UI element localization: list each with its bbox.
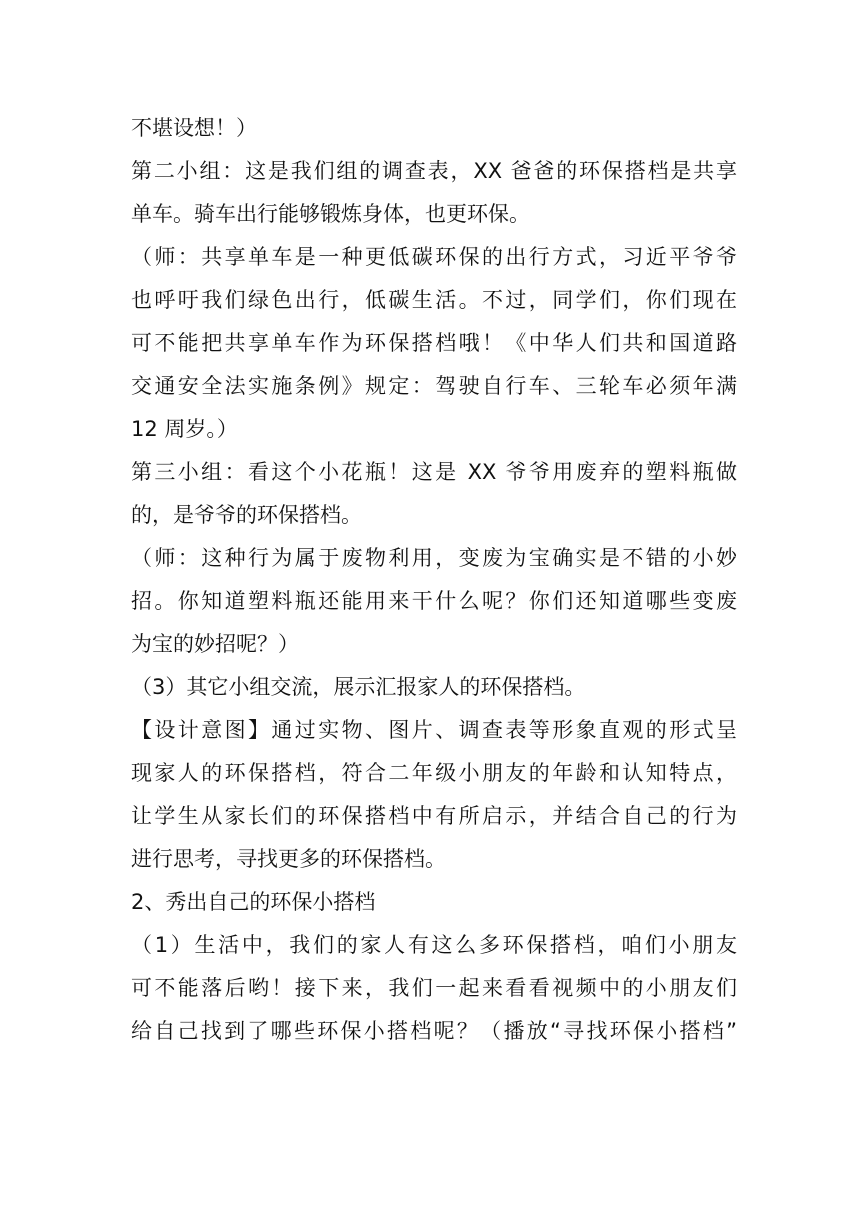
text-line: 【设计意图】通过实物、图片、调查表等形象直观的形式呈 [131, 718, 737, 742]
text-line: 交通安全法实施条例》规定：驾驶自行车、三轮车必须年满 [131, 374, 737, 398]
text-line: （3）其它小组交流，展示汇报家人的环保搭档。 [131, 675, 586, 699]
text-line: 可不能把共享单车作为环保搭档哦！《中华人们共和国道路 [131, 331, 737, 355]
text-line: 让学生从家长们的环保搭档中有所启示，并结合自己的行为 [131, 804, 737, 828]
text-line: 进行思考，寻找更多的环保搭档。 [131, 847, 446, 871]
text-line: （师：共享单车是一种更低碳环保的出行方式，习近平爷爷 [131, 245, 737, 269]
text-line: （师：这种行为属于废物利用，变废为宝确实是不错的小妙 [131, 546, 737, 570]
text-line: 也呼吁我们绿色出行，低碳生活。不过，同学们，你们现在 [131, 288, 737, 312]
text-line: 不堪设想！） [131, 116, 257, 140]
text-line: 可不能落后哟！接下来，我们一起来看看视频中的小朋友们 [131, 976, 737, 1000]
text-line: 的，是爷爷的环保搭档。 [131, 503, 362, 527]
text-line: （1）生活中，我们的家人有这么多环保搭档，咱们小朋友 [131, 933, 737, 957]
text-line: 给自己找到了哪些环保小搭档呢？（播放“寻找环保小搭档” [131, 1019, 737, 1043]
text-line: 第二小组：这是我们组的调查表，XX 爸爸的环保搭档是共享 [131, 159, 737, 183]
text-line: 为宝的妙招呢？） [131, 632, 299, 656]
text-line: 招。你知道塑料瓶还能用来干什么呢？你们还知道哪些变废 [131, 589, 737, 613]
text-line: 第三小组：看这个小花瓶！这是 XX 爷爷用废弃的塑料瓶做 [131, 460, 737, 484]
text-line: 现家人的环保搭档，符合二年级小朋友的年龄和认知特点， [131, 761, 737, 785]
text-line: 单车。骑车出行能够锻炼身体，也更环保。 [131, 202, 530, 226]
text-line: 2、秀出自己的环保小搭档 [131, 890, 376, 914]
text-line: 12 周岁。） [131, 417, 238, 441]
document-body [131, 107, 737, 1053]
